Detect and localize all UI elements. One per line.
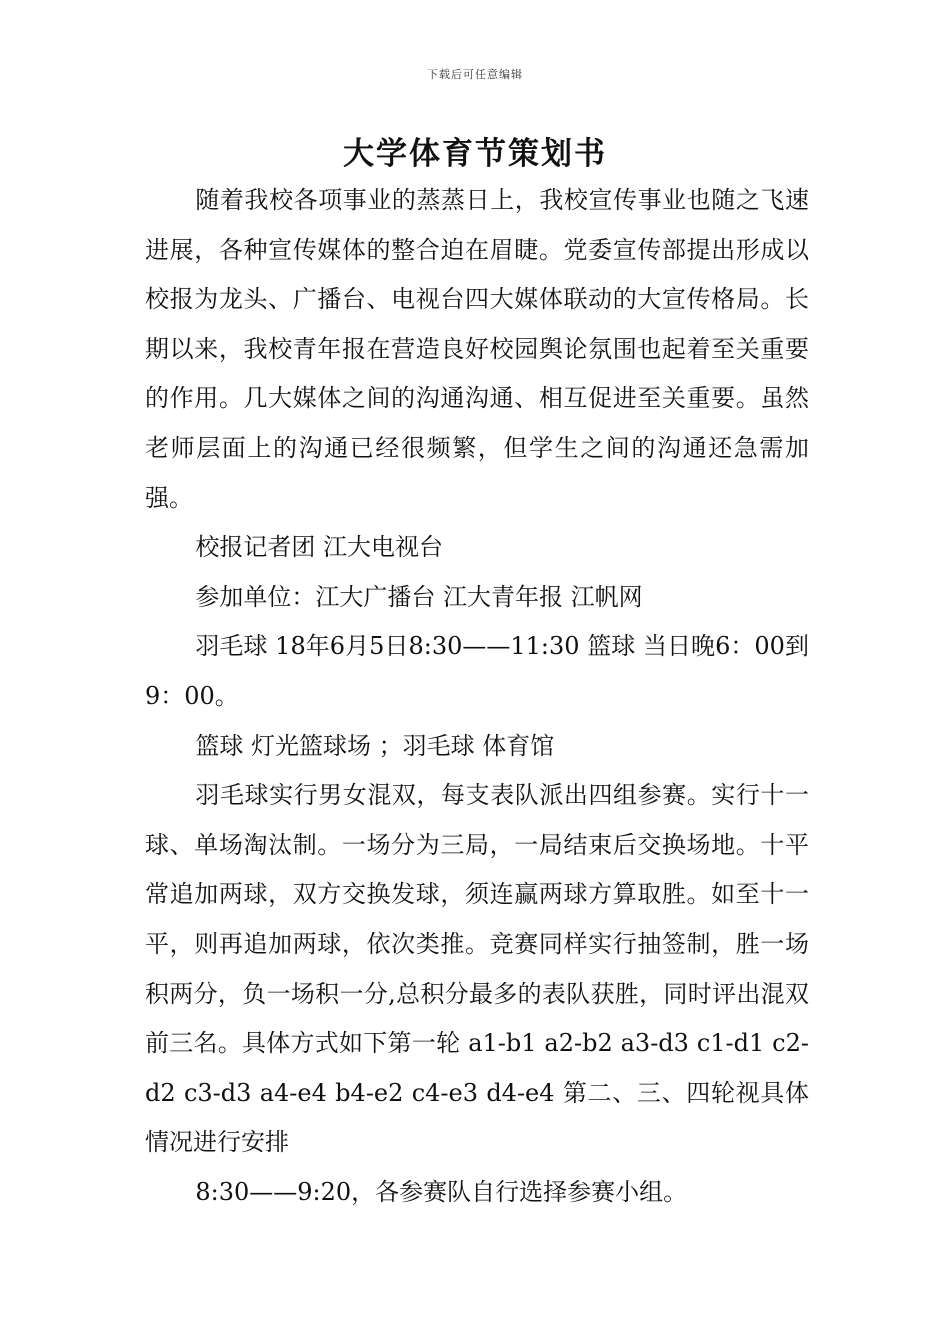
- paragraph-organizers: 校报记者团 江大电视台: [195, 533, 444, 562]
- paragraph-badminton-rules: 羽毛球实行男女混双，每支表队派出四组参赛。实行十一球、单场淘汰制。一场分为三局，一局结束后交换场地。十平常追加两球，双方交换发球，须连赢两球方算取胜。如至十一平，则再追加两球，依次类推。竞赛同样实行抽签制，胜一场积两分，负一场积一分,总积分最多的表队获胜，同时评出混双前三名。具体方式如下第一轮 a1-b1 a2-b2 a3-d3 c1-d1 c2-d2 c3-d3 a4-e4 b4-e2 c4-e3 d4-e4 第二、三、四轮视具体情况进行安排: [145, 781, 809, 1157]
- paragraph-intro: 随着我校各项事业的蒸蒸日上，我校宣传事业也随之飞速进展，各种宣传媒体的整合迫在眉睫。党委宣传部提出形成以校报为龙头、广播台、电视台四大媒体联动的大宣传格局。长期以来，我校青年报在营造良好校园舆论氛围也起着至关重要的作用。几大媒体之间的沟通沟通、相互促进至关重要。虽然老师层面上的沟通已经很频繁，但学生之间的沟通还急需加强。: [145, 186, 809, 512]
- document-body: [145, 176, 809, 1217]
- document-title: 大学体育节策划书: [343, 136, 607, 172]
- paragraph-participants: 参加单位：江大广播台 江大青年报 江帆网: [195, 582, 643, 611]
- paragraph-timing: 8:30——9:20，各参赛队自行选择参赛小组。: [195, 1177, 688, 1206]
- paragraph-schedule: 羽毛球 18年6月5日8:30——11:30 篮球 当日晚6：00到9：00。: [145, 632, 809, 710]
- paragraph-venues: 篮球 灯光篮球场 ；羽毛球 体育馆: [195, 731, 555, 760]
- header-note: 下载后可任意编辑: [427, 68, 523, 81]
